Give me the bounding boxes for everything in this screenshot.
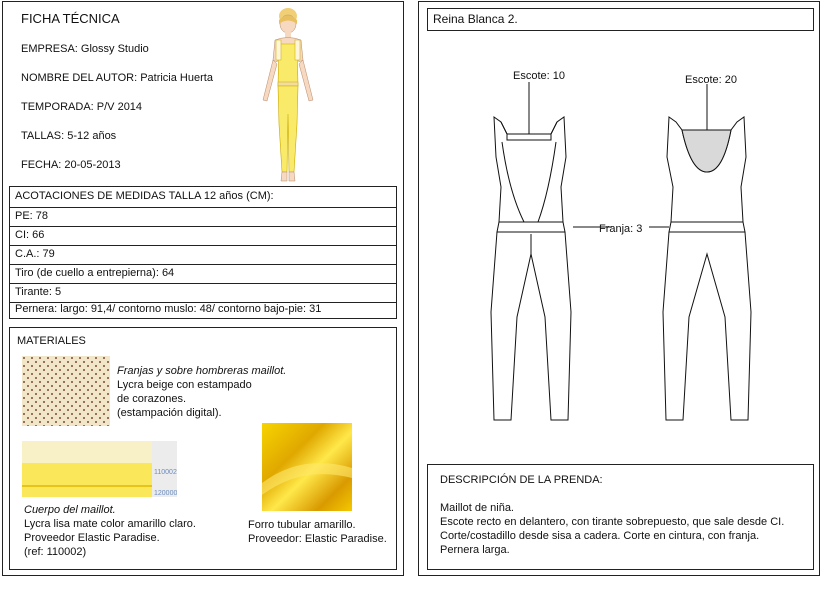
material1-line2: de corazones. — [117, 393, 187, 405]
technical-flat-drawing — [469, 62, 799, 442]
medida-row: Pernera: largo: 91,4/ contorno muslo: 48/ contorno bajo-pie: 31 — [15, 303, 322, 315]
material2-title: Cuerpo del maillot. — [24, 504, 116, 516]
model-name: Reina Blanca 2. — [433, 12, 518, 26]
materiales-title: MATERIALES — [17, 335, 86, 347]
swatch-code-2: 120000 — [154, 490, 177, 497]
material3-line1: Forro tubular amarillo. — [248, 519, 356, 531]
material1-title: Franjas y sobre hombreras maillot. — [117, 365, 287, 377]
descripcion-line1: Maillot de niña. — [440, 502, 514, 514]
descripcion-line2: Escote recto en delantero, con tirante sobrepuesto, que sale desde CI. — [440, 516, 785, 528]
materiales-box — [9, 327, 397, 570]
material2-line2: Proveedor Elastic Paradise. — [24, 532, 160, 544]
left-panel — [2, 1, 404, 576]
sheet-title: FICHA TÉCNICA — [21, 11, 120, 26]
fecha-field: FECHA: 20-05-2013 — [21, 159, 121, 171]
material2-line3: (ref: 110002) — [24, 546, 87, 558]
medidas-table — [9, 186, 397, 319]
descripcion-line3: Corte/costadillo desde sisa a cadera. Corte en cintura, con franja. — [440, 530, 760, 542]
yellow-lining-swatch — [262, 423, 352, 511]
beige-hearts-fabric-swatch — [22, 356, 110, 426]
medidas-title: ACOTACIONES DE MEDIDAS TALLA 12 años (CM): — [10, 187, 396, 208]
material1-line1: Lycra beige con estampado — [117, 379, 252, 391]
descripcion-title: DESCRIPCIÓN DE LA PRENDA: — [440, 474, 603, 486]
material3-line2: Proveedor: Elastic Paradise. — [248, 533, 387, 545]
material1-line3: (estampación digital). — [117, 407, 222, 419]
tallas-field: TALLAS: 5-12 años — [21, 130, 117, 142]
yellow-lycra-swatch — [22, 441, 177, 497]
right-panel — [418, 1, 820, 576]
escote-front-label: Escote: 10 — [513, 70, 565, 82]
medida-row: CI: 66 — [10, 227, 396, 246]
escote-back-label: Escote: 20 — [685, 74, 737, 86]
descripcion-box — [427, 464, 814, 570]
model-name-box — [427, 8, 814, 31]
autor-field: NOMBRE DEL AUTOR: Patricia Huerta — [21, 72, 213, 84]
material2-line1: Lycra lisa mate color amarillo claro. — [24, 518, 196, 530]
medida-row: Tiro (de cuello a entrepierna): 64 — [10, 265, 396, 284]
swatch-code-1: 110002 — [154, 469, 177, 476]
franja-label: Franja: 3 — [599, 223, 643, 235]
medida-row: Tirante: 5 — [10, 284, 396, 303]
descripcion-line4: Pernera larga. — [440, 544, 510, 556]
temporada-field: TEMPORADA: P/V 2014 — [21, 101, 143, 113]
medida-row: C.A.: 79 — [10, 246, 396, 265]
empresa-field: EMPRESA: Glossy Studio — [21, 43, 149, 55]
medida-row: PE: 78 — [10, 208, 396, 227]
fashion-figure-illustration — [253, 4, 323, 186]
